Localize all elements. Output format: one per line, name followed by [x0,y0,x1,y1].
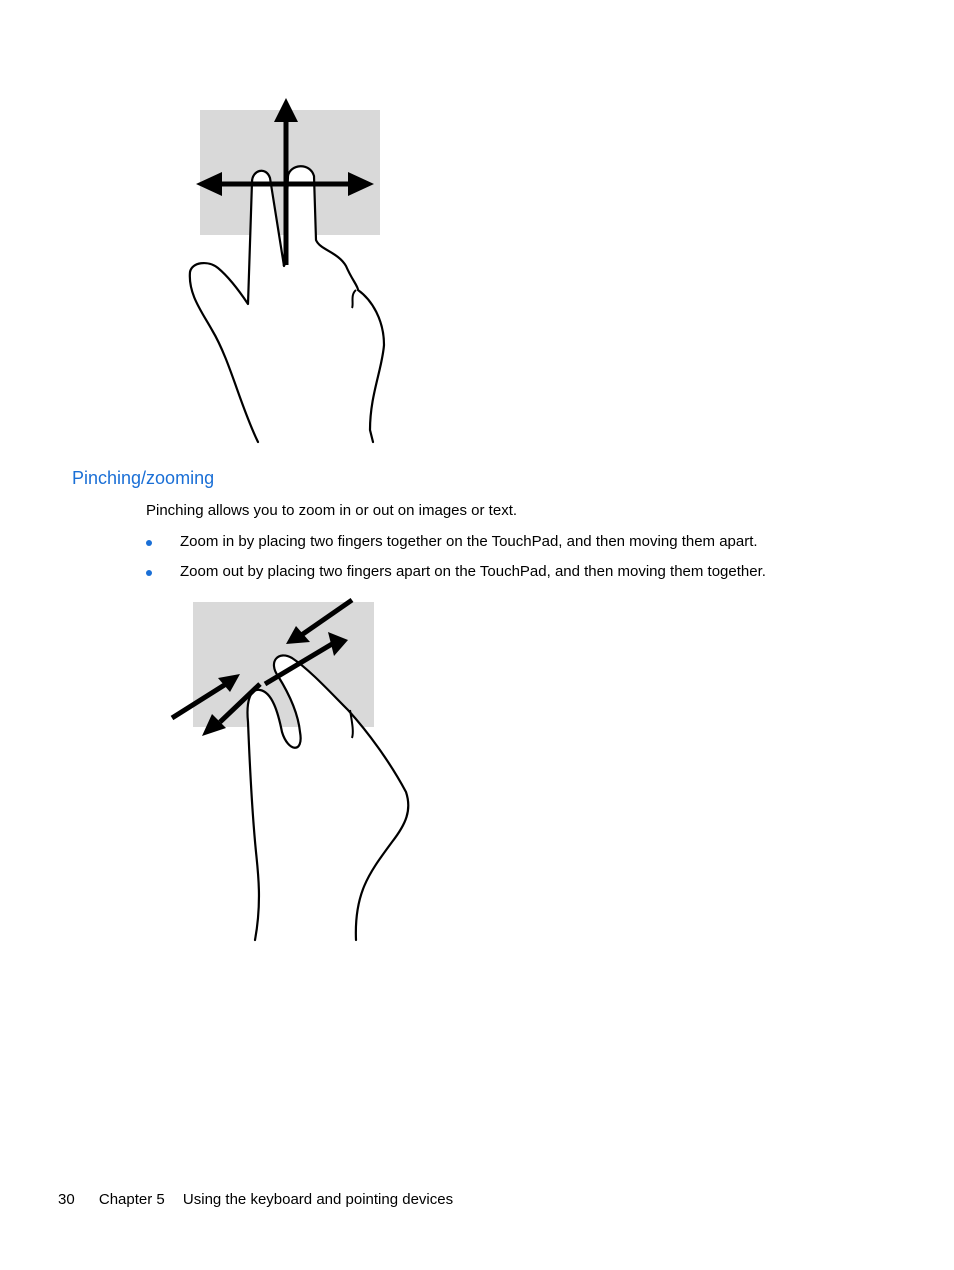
page-number: 30 [58,1191,75,1208]
chapter-title: Using the keyboard and pointing devices [182,1191,454,1208]
page-footer [58,1190,453,1210]
section-heading: Pinching/zooming [72,468,215,488]
chapter-label: Chapter 5 [98,1191,165,1208]
two-finger-scroll-illustration [170,90,410,450]
pinch-zoom-illustration [160,592,430,952]
list-item-text: Zoom out by placing two fingers apart on the TouchPad, and then moving them together. [180,563,766,580]
bullet-icon [146,540,152,546]
hand-outline [248,655,409,940]
intro-paragraph: Pinching allows you to zoom in or out on images or text. [146,502,518,519]
list-item-text: Zoom in by placing two fingers together on the TouchPad, and then moving them apart. [180,533,758,550]
bullet-icon [146,570,152,576]
